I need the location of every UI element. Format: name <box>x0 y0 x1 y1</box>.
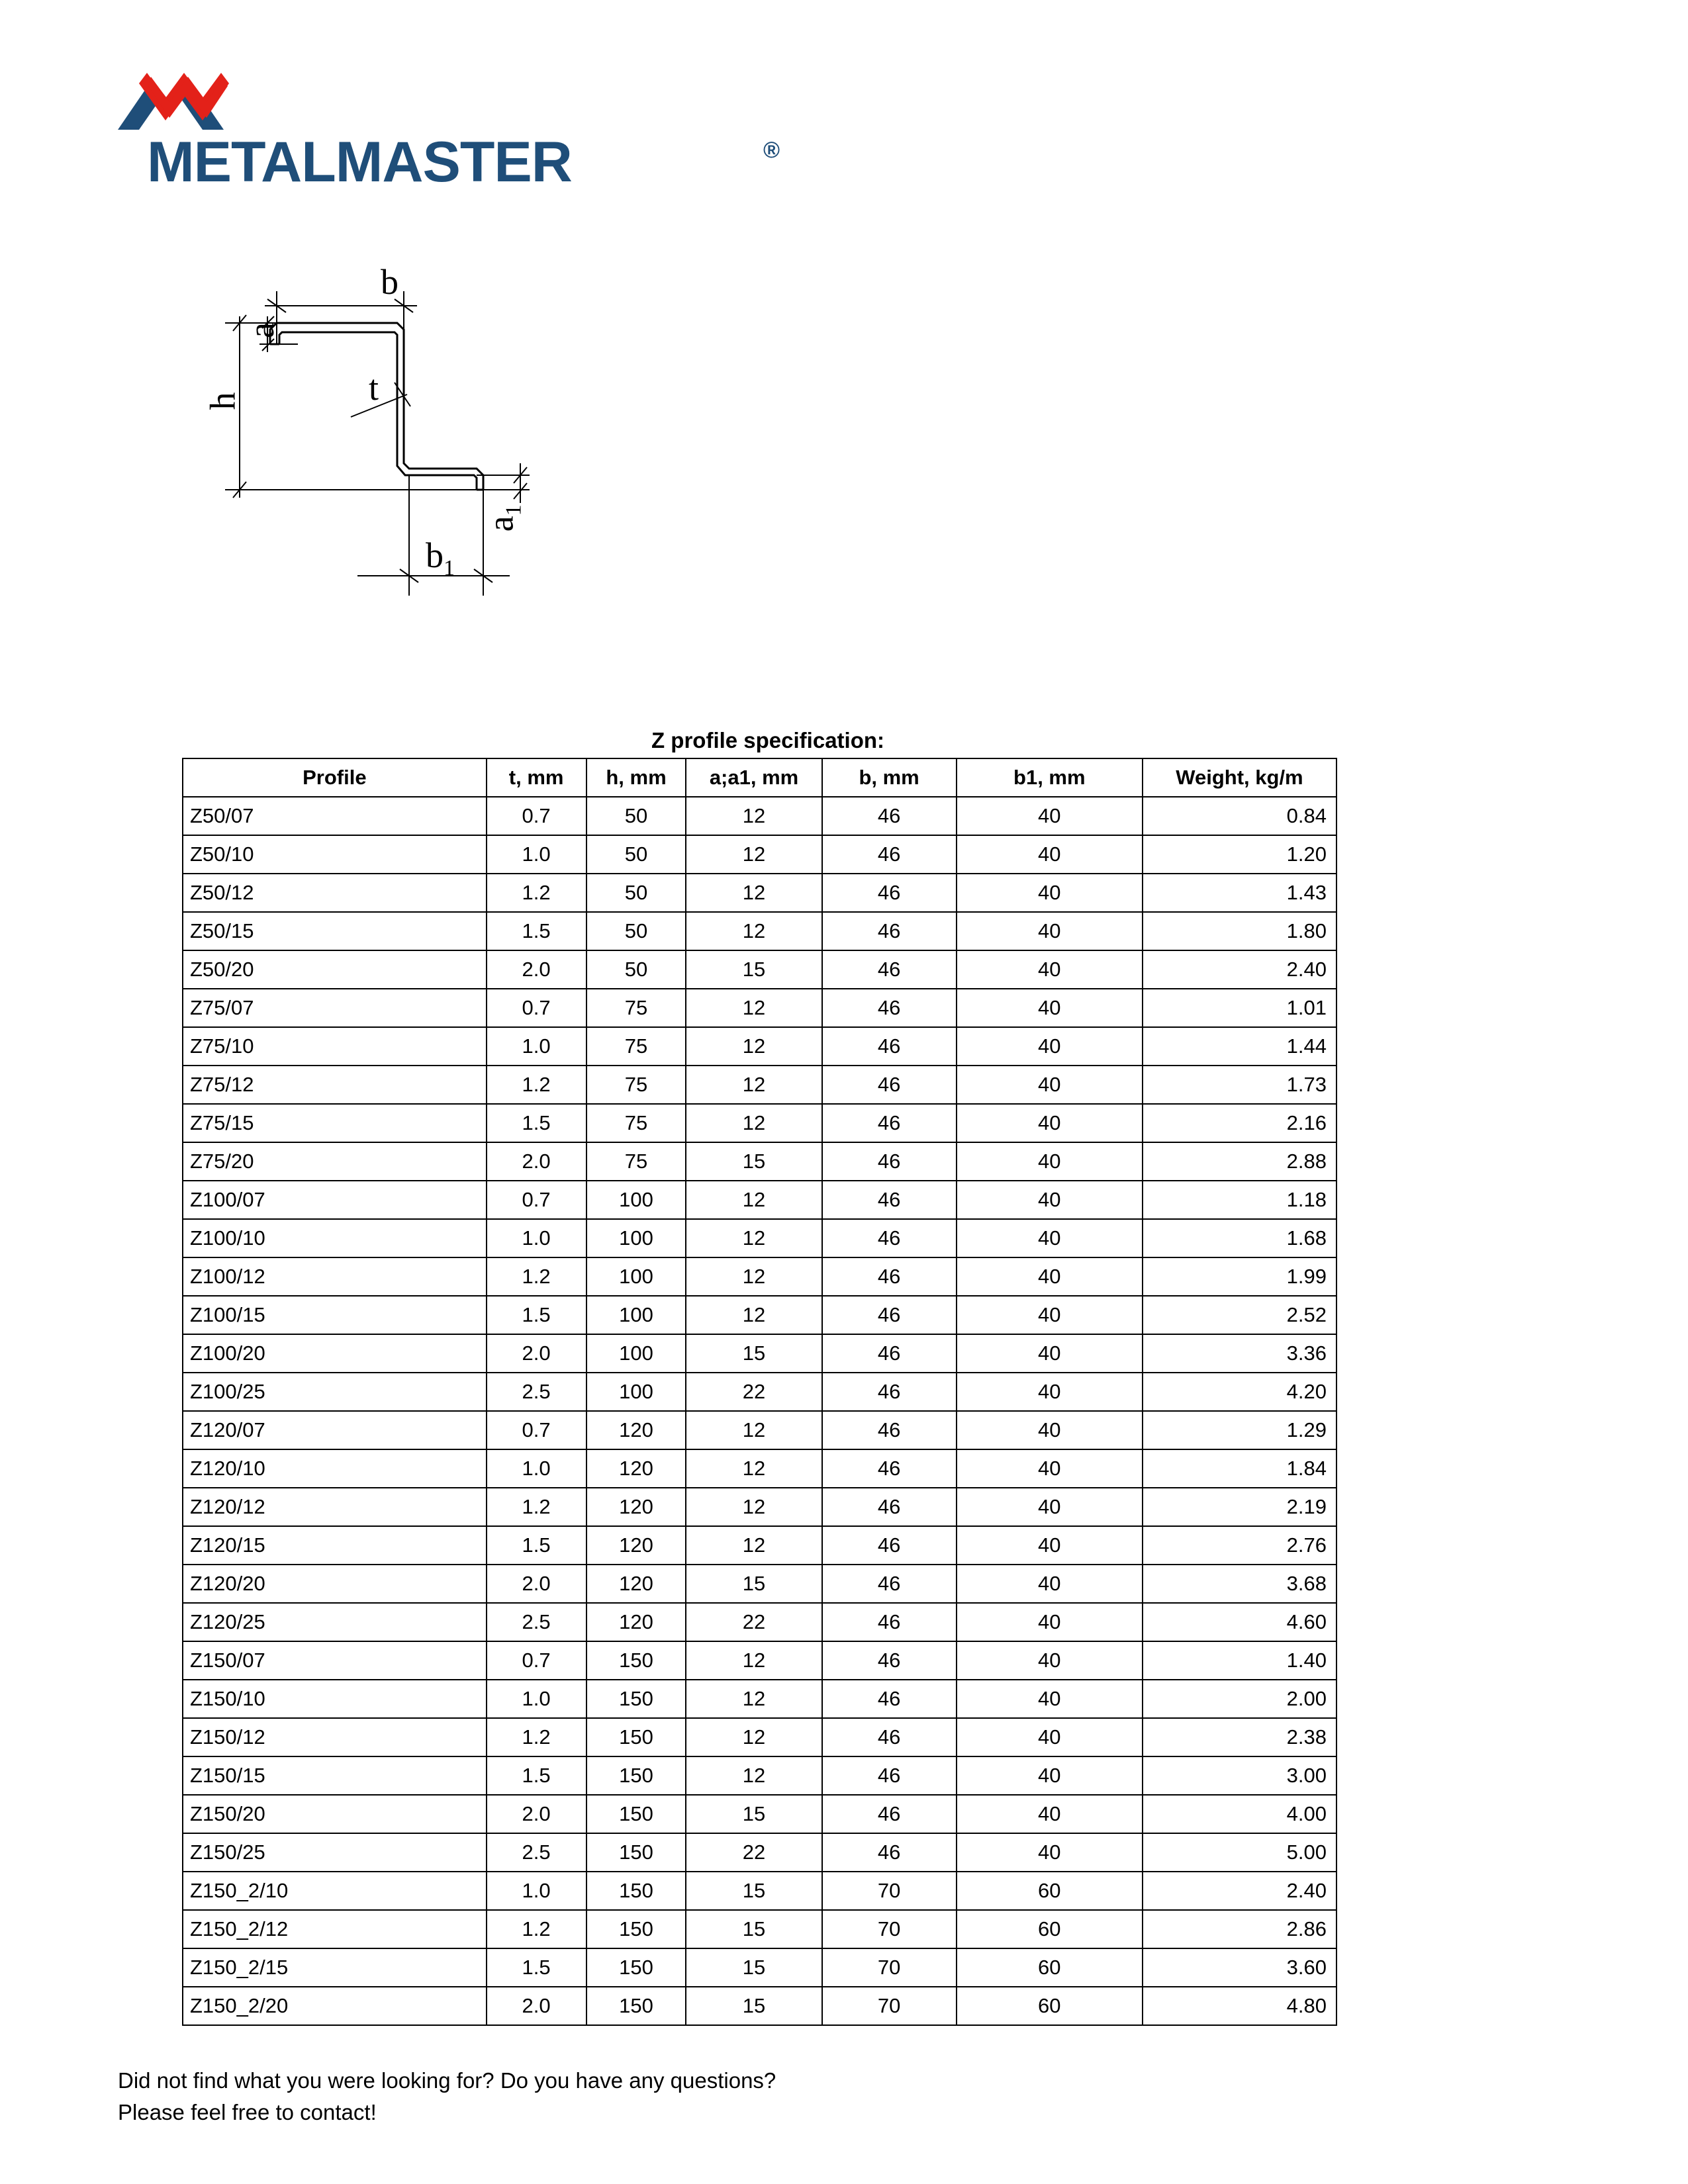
cell-value: 70 <box>822 1872 957 1910</box>
cell-weight: 3.68 <box>1143 1565 1336 1603</box>
cell-value: 46 <box>822 1411 957 1449</box>
column-header-a: a;a1, mm <box>686 758 821 797</box>
table-body <box>183 797 1336 2025</box>
cell-weight: 2.52 <box>1143 1296 1336 1334</box>
cell-value: 1.2 <box>487 1066 586 1104</box>
cell-weight: 4.00 <box>1143 1795 1336 1833</box>
table-row <box>183 912 1336 950</box>
table-header-row <box>183 758 1336 797</box>
cell-value: 150 <box>586 1872 686 1910</box>
table-row <box>183 874 1336 912</box>
cell-value: 22 <box>686 1603 821 1641</box>
cell-value: 2.0 <box>487 1987 586 2025</box>
table-row <box>183 1104 1336 1142</box>
cell-weight: 2.00 <box>1143 1680 1336 1718</box>
cell-value: 50 <box>586 835 686 874</box>
cell-value: 0.7 <box>487 1181 586 1219</box>
company-logo <box>118 66 780 194</box>
table-row <box>183 1334 1336 1373</box>
cell-value: 2.5 <box>487 1833 586 1872</box>
table-row <box>183 989 1336 1027</box>
cell-weight: 3.36 <box>1143 1334 1336 1373</box>
cell-value: 40 <box>957 1718 1143 1756</box>
cell-value: 12 <box>686 1296 821 1334</box>
cell-value: 46 <box>822 1718 957 1756</box>
cell-profile: Z50/20 <box>183 950 487 989</box>
cell-profile: Z150/15 <box>183 1756 487 1795</box>
dimension-label-a: a <box>241 322 281 338</box>
dimension-label-b: b <box>381 262 399 302</box>
cell-weight: 1.73 <box>1143 1066 1336 1104</box>
cell-value: 2.0 <box>487 950 586 989</box>
cell-value: 12 <box>686 835 821 874</box>
registered-trademark-icon: ® <box>763 138 780 163</box>
table-row <box>183 1219 1336 1257</box>
cell-value: 60 <box>957 1987 1143 2025</box>
cell-value: 0.7 <box>487 797 586 835</box>
table-row <box>183 1488 1336 1526</box>
table-row <box>183 1296 1336 1334</box>
cell-value: 40 <box>957 1066 1143 1104</box>
cell-profile: Z100/12 <box>183 1257 487 1296</box>
cell-weight: 2.86 <box>1143 1910 1336 1948</box>
cell-value: 46 <box>822 1257 957 1296</box>
table-row <box>183 1142 1336 1181</box>
cell-weight: 1.29 <box>1143 1411 1336 1449</box>
column-header-b1: b1, mm <box>957 758 1143 797</box>
cell-value: 1.5 <box>487 1526 586 1565</box>
cell-value: 0.7 <box>487 989 586 1027</box>
cell-profile: Z150/10 <box>183 1680 487 1718</box>
cell-value: 120 <box>586 1449 686 1488</box>
cell-profile: Z120/15 <box>183 1526 487 1565</box>
cell-value: 60 <box>957 1910 1143 1948</box>
cell-value: 46 <box>822 1756 957 1795</box>
column-header-weight: Weight, kg/m <box>1143 758 1336 797</box>
cell-value: 15 <box>686 1872 821 1910</box>
cell-weight: 1.40 <box>1143 1641 1336 1680</box>
cell-profile: Z50/15 <box>183 912 487 950</box>
cell-value: 1.0 <box>487 1680 586 1718</box>
cell-value: 46 <box>822 1142 957 1181</box>
cell-value: 12 <box>686 1718 821 1756</box>
cell-value: 1.2 <box>487 1910 586 1948</box>
table-row <box>183 1449 1336 1488</box>
cell-profile: Z75/10 <box>183 1027 487 1066</box>
cell-value: 100 <box>586 1373 686 1411</box>
cell-profile: Z100/07 <box>183 1181 487 1219</box>
cell-value: 15 <box>686 1948 821 1987</box>
cell-value: 46 <box>822 835 957 874</box>
table-row <box>183 1948 1336 1987</box>
cell-value: 12 <box>686 1219 821 1257</box>
cell-value: 2.0 <box>487 1565 586 1603</box>
table-row <box>183 1872 1336 1910</box>
cell-weight: 3.60 <box>1143 1948 1336 1987</box>
cell-value: 1.5 <box>487 1296 586 1334</box>
z-profile-specification-table <box>182 758 1337 2026</box>
cell-value: 46 <box>822 1795 957 1833</box>
cell-weight: 2.19 <box>1143 1488 1336 1526</box>
column-header-b: b, mm <box>822 758 957 797</box>
cell-value: 2.0 <box>487 1142 586 1181</box>
cell-profile: Z150_2/20 <box>183 1987 487 2025</box>
cell-value: 40 <box>957 874 1143 912</box>
cell-value: 0.7 <box>487 1411 586 1449</box>
cell-value: 46 <box>822 1181 957 1219</box>
cell-weight: 1.80 <box>1143 912 1336 950</box>
cell-value: 150 <box>586 1910 686 1948</box>
cell-value: 12 <box>686 1641 821 1680</box>
cell-weight: 1.99 <box>1143 1257 1336 1296</box>
cell-value: 46 <box>822 1066 957 1104</box>
cell-value: 120 <box>586 1411 686 1449</box>
cell-value: 1.5 <box>487 1756 586 1795</box>
cell-weight: 2.40 <box>1143 950 1336 989</box>
dimension-label-b1: $b_1$ <box>426 535 455 580</box>
cell-value: 2.5 <box>487 1603 586 1641</box>
cell-value: 46 <box>822 912 957 950</box>
cell-value: 40 <box>957 1334 1143 1373</box>
cell-value: 40 <box>957 1373 1143 1411</box>
cell-value: 46 <box>822 1641 957 1680</box>
cell-value: 15 <box>686 1910 821 1948</box>
cell-value: 40 <box>957 1257 1143 1296</box>
cell-value: 40 <box>957 1565 1143 1603</box>
cell-weight: 2.88 <box>1143 1142 1336 1181</box>
cell-value: 2.0 <box>487 1334 586 1373</box>
cell-value: 1.0 <box>487 1872 586 1910</box>
z-profile-technical-drawing <box>199 262 675 675</box>
cell-value: 100 <box>586 1181 686 1219</box>
cell-value: 40 <box>957 1411 1143 1449</box>
cell-value: 15 <box>686 1565 821 1603</box>
cell-value: 46 <box>822 1603 957 1641</box>
cell-profile: Z75/20 <box>183 1142 487 1181</box>
cell-value: 46 <box>822 1488 957 1526</box>
cell-value: 40 <box>957 1795 1143 1833</box>
cell-weight: 2.40 <box>1143 1872 1336 1910</box>
cell-value: 150 <box>586 1987 686 2025</box>
cell-profile: Z120/07 <box>183 1411 487 1449</box>
cell-value: 12 <box>686 1027 821 1066</box>
cell-profile: Z75/12 <box>183 1066 487 1104</box>
cell-weight: 2.76 <box>1143 1526 1336 1565</box>
cell-value: 12 <box>686 1257 821 1296</box>
footer-line-1: Did not find what you were looking for? Do you have any questions? <box>118 2068 776 2093</box>
cell-value: 70 <box>822 1910 957 1948</box>
cell-value: 1.2 <box>487 874 586 912</box>
cell-profile: Z150/12 <box>183 1718 487 1756</box>
cell-profile: Z75/07 <box>183 989 487 1027</box>
cell-value: 50 <box>586 950 686 989</box>
cell-weight: 1.01 <box>1143 989 1336 1027</box>
cell-weight: 3.00 <box>1143 1756 1336 1795</box>
cell-weight: 1.43 <box>1143 874 1336 912</box>
cell-value: 120 <box>586 1488 686 1526</box>
cell-value: 50 <box>586 874 686 912</box>
table-row <box>183 1718 1336 1756</box>
cell-weight: 2.38 <box>1143 1718 1336 1756</box>
table-row <box>183 1603 1336 1641</box>
table-title-text: Z profile specification: <box>651 728 885 752</box>
cell-value: 40 <box>957 1756 1143 1795</box>
cell-value: 12 <box>686 912 821 950</box>
table-row <box>183 797 1336 835</box>
cell-value: 70 <box>822 1987 957 2025</box>
cell-value: 15 <box>686 1334 821 1373</box>
cell-value: 12 <box>686 1756 821 1795</box>
cell-value: 120 <box>586 1603 686 1641</box>
cell-value: 120 <box>586 1565 686 1603</box>
cell-value: 46 <box>822 1334 957 1373</box>
cell-value: 150 <box>586 1641 686 1680</box>
cell-value: 120 <box>586 1526 686 1565</box>
cell-value: 12 <box>686 1066 821 1104</box>
cell-weight: 4.60 <box>1143 1603 1336 1641</box>
cell-value: 75 <box>586 1027 686 1066</box>
cell-value: 12 <box>686 1526 821 1565</box>
cell-value: 1.0 <box>487 1219 586 1257</box>
table-row <box>183 1987 1336 2025</box>
cell-value: 1.2 <box>487 1488 586 1526</box>
cell-value: 1.0 <box>487 1027 586 1066</box>
cell-value: 40 <box>957 1104 1143 1142</box>
table-row <box>183 1680 1336 1718</box>
cell-weight: 1.68 <box>1143 1219 1336 1257</box>
cell-value: 12 <box>686 874 821 912</box>
dimension-label-h: h <box>203 392 243 410</box>
cell-value: 15 <box>686 1142 821 1181</box>
table-title <box>0 728 1688 753</box>
cell-profile: Z150/07 <box>183 1641 487 1680</box>
cell-value: 15 <box>686 1987 821 2025</box>
cell-value: 46 <box>822 1104 957 1142</box>
cell-value: 100 <box>586 1296 686 1334</box>
table-row <box>183 1526 1336 1565</box>
cell-value: 150 <box>586 1795 686 1833</box>
cell-value: 40 <box>957 1641 1143 1680</box>
cell-weight: 1.20 <box>1143 835 1336 874</box>
table-row <box>183 1373 1336 1411</box>
cell-value: 15 <box>686 950 821 989</box>
table-row <box>183 1756 1336 1795</box>
cell-profile: Z150_2/12 <box>183 1910 487 1948</box>
cell-value: 150 <box>586 1833 686 1872</box>
cell-value: 40 <box>957 797 1143 835</box>
cell-value: 46 <box>822 1449 957 1488</box>
table-row <box>183 1910 1336 1948</box>
table-row <box>183 1257 1336 1296</box>
cell-value: 40 <box>957 1181 1143 1219</box>
cell-value: 150 <box>586 1718 686 1756</box>
cell-value: 22 <box>686 1373 821 1411</box>
cell-value: 12 <box>686 797 821 835</box>
table-row <box>183 1795 1336 1833</box>
table-row <box>183 1833 1336 1872</box>
cell-profile: Z120/20 <box>183 1565 487 1603</box>
cell-value: 46 <box>822 1027 957 1066</box>
cell-value: 40 <box>957 950 1143 989</box>
cell-value: 100 <box>586 1334 686 1373</box>
cell-profile: Z150_2/10 <box>183 1872 487 1910</box>
cell-value: 60 <box>957 1872 1143 1910</box>
cell-value: 12 <box>686 1488 821 1526</box>
cell-value: 12 <box>686 1680 821 1718</box>
cell-value: 46 <box>822 1833 957 1872</box>
cell-value: 1.5 <box>487 1104 586 1142</box>
cell-value: 46 <box>822 797 957 835</box>
cell-value: 2.5 <box>487 1373 586 1411</box>
cell-value: 75 <box>586 1066 686 1104</box>
cell-value: 40 <box>957 989 1143 1027</box>
cell-value: 15 <box>686 1795 821 1833</box>
dimension-label-t: t <box>369 368 379 408</box>
table-row <box>183 1027 1336 1066</box>
contact-footer <box>118 2065 776 2128</box>
cell-value: 40 <box>957 1526 1143 1565</box>
cell-profile: Z120/12 <box>183 1488 487 1526</box>
column-header-profile: Profile <box>183 758 487 797</box>
cell-value: 150 <box>586 1680 686 1718</box>
cell-value: 46 <box>822 1296 957 1334</box>
cell-value: 40 <box>957 1833 1143 1872</box>
cell-value: 40 <box>957 1219 1143 1257</box>
cell-value: 12 <box>686 1449 821 1488</box>
cell-value: 46 <box>822 1680 957 1718</box>
cell-value: 40 <box>957 1296 1143 1334</box>
cell-value: 1.2 <box>487 1257 586 1296</box>
cell-value: 150 <box>586 1756 686 1795</box>
cell-value: 40 <box>957 1603 1143 1641</box>
cell-value: 2.0 <box>487 1795 586 1833</box>
cell-value: 75 <box>586 1142 686 1181</box>
cell-value: 40 <box>957 1142 1143 1181</box>
cell-weight: 1.44 <box>1143 1027 1336 1066</box>
cell-profile: Z150/20 <box>183 1795 487 1833</box>
cell-profile: Z50/12 <box>183 874 487 912</box>
cell-value: 1.0 <box>487 1449 586 1488</box>
cell-value: 150 <box>586 1948 686 1987</box>
cell-value: 46 <box>822 989 957 1027</box>
cell-value: 40 <box>957 1488 1143 1526</box>
cell-value: 40 <box>957 1680 1143 1718</box>
cell-value: 12 <box>686 1104 821 1142</box>
cell-profile: Z100/15 <box>183 1296 487 1334</box>
column-header-t: t, mm <box>487 758 586 797</box>
cell-value: 40 <box>957 912 1143 950</box>
cell-profile: Z100/25 <box>183 1373 487 1411</box>
cell-value: 1.0 <box>487 835 586 874</box>
cell-value: 70 <box>822 1948 957 1987</box>
table-row <box>183 1066 1336 1104</box>
logo-wordmark: METALMASTER <box>147 130 572 194</box>
table-row <box>183 950 1336 989</box>
cell-value: 50 <box>586 912 686 950</box>
cell-value: 12 <box>686 1181 821 1219</box>
cell-value: 1.5 <box>487 1948 586 1987</box>
cell-value: 100 <box>586 1257 686 1296</box>
table-row <box>183 1181 1336 1219</box>
cell-value: 46 <box>822 1373 957 1411</box>
cell-value: 46 <box>822 950 957 989</box>
cell-value: 22 <box>686 1833 821 1872</box>
cell-value: 46 <box>822 874 957 912</box>
cell-profile: Z50/10 <box>183 835 487 874</box>
column-header-h: h, mm <box>586 758 686 797</box>
cell-profile: Z100/10 <box>183 1219 487 1257</box>
cell-value: 0.7 <box>487 1641 586 1680</box>
dimension-label-a1: $a_1$ <box>481 504 526 532</box>
cell-weight: 4.20 <box>1143 1373 1336 1411</box>
table-row <box>183 1411 1336 1449</box>
cell-weight: 0.84 <box>1143 797 1336 835</box>
table-row <box>183 835 1336 874</box>
cell-profile: Z50/07 <box>183 797 487 835</box>
cell-value: 40 <box>957 1027 1143 1066</box>
cell-value: 1.2 <box>487 1718 586 1756</box>
cell-profile: Z100/20 <box>183 1334 487 1373</box>
table-row <box>183 1565 1336 1603</box>
cell-value: 12 <box>686 1411 821 1449</box>
cell-value: 12 <box>686 989 821 1027</box>
cell-value: 100 <box>586 1219 686 1257</box>
cell-value: 1.5 <box>487 912 586 950</box>
cell-weight: 4.80 <box>1143 1987 1336 2025</box>
cell-value: 46 <box>822 1526 957 1565</box>
cell-profile: Z120/10 <box>183 1449 487 1488</box>
mountain-logo-icon <box>118 66 250 136</box>
cell-profile: Z75/15 <box>183 1104 487 1142</box>
cell-value: 40 <box>957 1449 1143 1488</box>
cell-value: 46 <box>822 1565 957 1603</box>
cell-value: 50 <box>586 797 686 835</box>
cell-profile: Z150/25 <box>183 1833 487 1872</box>
cell-value: 75 <box>586 989 686 1027</box>
cell-profile: Z120/25 <box>183 1603 487 1641</box>
cell-weight: 2.16 <box>1143 1104 1336 1142</box>
cell-value: 40 <box>957 835 1143 874</box>
cell-profile: Z150_2/15 <box>183 1948 487 1987</box>
cell-value: 75 <box>586 1104 686 1142</box>
cell-value: 60 <box>957 1948 1143 1987</box>
cell-weight: 1.18 <box>1143 1181 1336 1219</box>
cell-weight: 1.84 <box>1143 1449 1336 1488</box>
cell-value: 46 <box>822 1219 957 1257</box>
footer-line-2: Please feel free to contact! <box>118 2099 377 2124</box>
cell-weight: 5.00 <box>1143 1833 1336 1872</box>
table-row <box>183 1641 1336 1680</box>
